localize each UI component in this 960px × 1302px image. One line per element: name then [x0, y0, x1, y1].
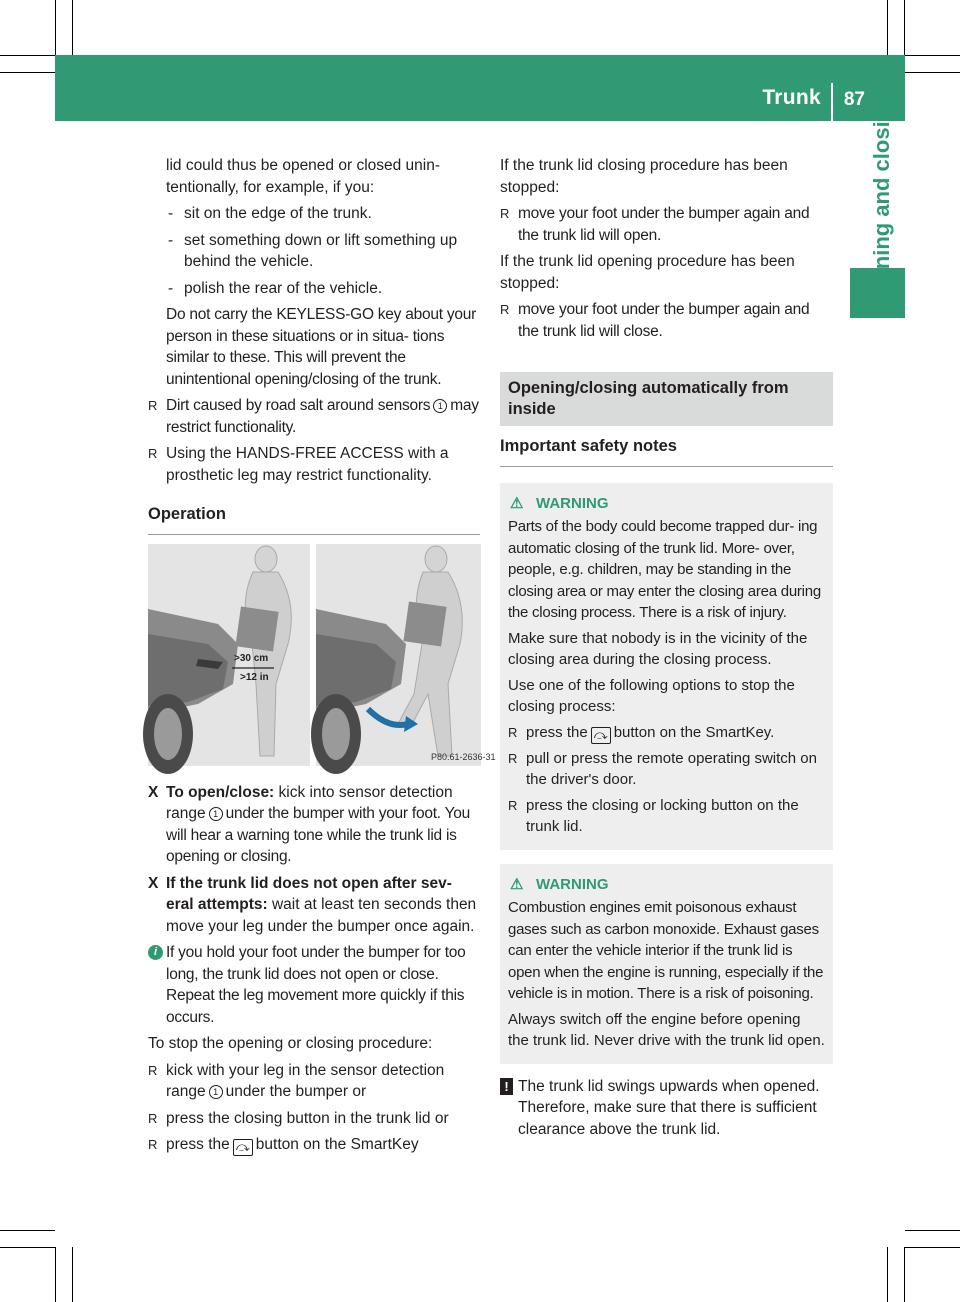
dash-item: [148, 230, 480, 273]
dash-marker: -: [168, 279, 174, 297]
sensor-marker-icon: 1: [209, 807, 223, 821]
bullet-marker: R: [508, 797, 518, 813]
crop-mark: [0, 1247, 55, 1248]
bullet-marker: R: [148, 398, 158, 413]
page-title: Trunk: [762, 86, 821, 109]
warning-text: Parts of the body could become trapped dur- ing automatic closing of the trunk lid. More- over, people, e.g. children, may be standing in the closing area or may enter the closing area during the closing process. There is a risk of injury.: [508, 518, 821, 621]
closing-stopped-text: If the trunk lid closing procedure has been stopped:: [500, 157, 788, 196]
crop-mark: [904, 0, 905, 55]
crop-mark: [905, 1230, 960, 1231]
bullet-text: press the closing or locking button on the trunk lid.: [526, 796, 799, 835]
warning-text: Make sure that nobody is in the vicinity of the closing area during the closing process.: [508, 629, 808, 668]
dash-item-text: polish the rear of the vehicle.: [184, 279, 383, 297]
trunk-key-icon: ⤼: [233, 1139, 253, 1156]
info-icon: i: [148, 945, 163, 960]
intro-line: lid could thus be opened or closed unin-: [166, 157, 441, 174]
warning-title-text: WARNING: [536, 494, 609, 512]
crop-mark: [905, 55, 960, 56]
bullet-text: kick with your leg in the sensor detection range: [166, 1061, 445, 1100]
crop-mark: [905, 72, 960, 73]
crop-mark: [55, 1247, 56, 1302]
bullet-text: Using the HANDS-FREE ACCESS with a prosthetic leg may restrict functionality.: [166, 445, 449, 484]
bullet-marker: R: [508, 724, 518, 740]
operation-illustration: [148, 544, 496, 768]
step-label: If the trunk lid does not open after sev- eral attempts:: [166, 874, 452, 913]
bullet-text: may restrict functionality.: [166, 397, 479, 436]
chapter-label: Opening and closing: [869, 94, 894, 312]
bullet-text: press the: [166, 1136, 230, 1153]
crop-mark: [904, 1247, 905, 1302]
bullet-text: move your foot under the bumper again and the trunk lid will open.: [518, 205, 810, 244]
step-arrow-icon: X: [148, 874, 159, 892]
bullet-text: press the: [526, 723, 588, 741]
dash-marker: -: [168, 205, 174, 222]
bullet-marker: R: [500, 206, 510, 221]
dash-item: [148, 278, 480, 300]
warning-box-exhaust: [500, 864, 833, 1064]
bullet-marker: R: [148, 1062, 158, 1078]
warning-text: Combustion engines emit poisonous exhaust gases such as carbon monoxide. Exhaust gases can enter the vehicle interior if the trunk lid is open when the engine is running, especially if the vehicle is in motion. There is a risk of poisoning.: [508, 899, 824, 1002]
warning-text: Always switch off the engine before opening the trunk lid. Never drive with the trunk lid open.: [508, 1010, 825, 1049]
warning-icon: ⚠: [510, 875, 524, 893]
bullet-item: [148, 1134, 480, 1156]
bullet-marker: R: [508, 750, 518, 766]
bullet-text: button on the SmartKey.: [613, 723, 775, 741]
bullet-item: [508, 722, 825, 744]
operation-figure: [148, 544, 496, 768]
step-text: wait at least ten seconds then move your leg under the bumper once again.: [166, 896, 477, 935]
bullet-item: [148, 395, 480, 438]
bullet-marker: R: [148, 1110, 158, 1126]
bullet-item: [148, 443, 480, 486]
crop-mark: [55, 0, 56, 55]
bullet-text: move your foot under the bumper again and the trunk lid will close.: [518, 301, 810, 340]
sensor-marker-icon: 1: [209, 1085, 223, 1099]
exclamation-icon: !: [500, 1078, 513, 1095]
warning-box-trapping: [500, 483, 833, 850]
bullet-text: pull or press the remote operating switch on the driver's door.: [526, 749, 817, 788]
intro-line: tentionally, for example, if you:: [166, 178, 375, 196]
bullet-item: [148, 1108, 480, 1130]
sensor-marker-icon: 1: [433, 399, 447, 413]
trunk-key-icon: ⤼: [591, 727, 611, 744]
crop-mark: [72, 0, 73, 55]
dash-item-text: sit on the edge of the trunk.: [184, 205, 372, 222]
step-text: under the bumper with your foot. You will hear a warning tone while the trunk lid is opening or closing.: [166, 805, 470, 865]
warning-icon: ⚠: [510, 494, 524, 512]
page-number: 87: [843, 89, 865, 110]
bullet-text: under the bumper or: [225, 1083, 367, 1100]
crop-mark: [887, 0, 888, 55]
header-divider: [831, 83, 833, 121]
bullet-text: button on the SmartKey: [255, 1136, 419, 1153]
bullet-text: press the closing button in the trunk lid or: [166, 1109, 449, 1127]
dash-marker: -: [168, 231, 174, 249]
info-text: If you hold your foot under the bumper for too long, the trunk lid does not open or close. Repeat the leg movement more quickly if this occurs.: [166, 944, 466, 1026]
distance-label-cm: >30 cm: [234, 652, 269, 664]
left-column: [148, 155, 496, 1156]
crop-mark: [72, 1247, 73, 1302]
crop-mark: [0, 72, 55, 73]
bullet-item: [508, 748, 825, 791]
crop-mark: [0, 1230, 55, 1231]
bullet-marker: R: [148, 1137, 158, 1152]
info-note: [148, 942, 480, 1028]
bullet-marker: R: [500, 302, 510, 317]
dash-item-text: set something down or lift something up behind the vehicle.: [184, 231, 458, 270]
bullet-text: Dirt caused by road salt around sensors: [166, 397, 431, 414]
bullet-item: [500, 203, 833, 246]
caution-note: [500, 1076, 833, 1141]
figure-code: P80.61-2636-31: [431, 751, 496, 762]
page-header: [55, 55, 905, 121]
right-column: [500, 155, 833, 1140]
step-label: To open/close:: [166, 783, 275, 801]
step-arrow-icon: X: [148, 783, 159, 801]
subheading-safety: Important safety notes: [500, 436, 833, 467]
step-text: kick into sensor detection range: [166, 783, 453, 822]
step-retry: [148, 873, 480, 938]
crop-mark: [887, 1247, 888, 1302]
section-heading-operation: Operation: [148, 504, 480, 535]
warning-title: [508, 493, 825, 515]
crop-mark: [905, 1247, 960, 1248]
warning-title-text: WARNING: [536, 875, 609, 893]
bullet-item: [508, 795, 825, 838]
bullet-item: [500, 299, 833, 342]
warning-text: Use one of the following options to stop the closing process:: [508, 676, 795, 715]
bullet-marker: R: [148, 446, 158, 461]
crop-mark: [0, 55, 55, 56]
bullet-item: [148, 1060, 480, 1103]
keyless-warning-text: Do not carry the KEYLESS-GO key about your person in these situations or in situa- tions similar to these. This will prevent the unintentional opening/closing of the trunk.: [166, 306, 476, 388]
dash-item: [148, 203, 480, 225]
step-open-close: [148, 782, 480, 868]
warning-title: [508, 874, 825, 896]
opening-stopped-text: If the trunk lid opening procedure has been stopped:: [500, 253, 795, 292]
distance-label-in: >12 in: [240, 671, 269, 683]
stop-intro: To stop the opening or closing procedure:: [148, 1035, 433, 1052]
caution-text: The trunk lid swings upwards when opened. Therefore, make sure that there is sufficient clearance above the trunk lid.: [518, 1077, 820, 1138]
section-heading-automatic: Opening/closing automatically from inside: [500, 372, 833, 426]
intro-text: [148, 155, 480, 198]
